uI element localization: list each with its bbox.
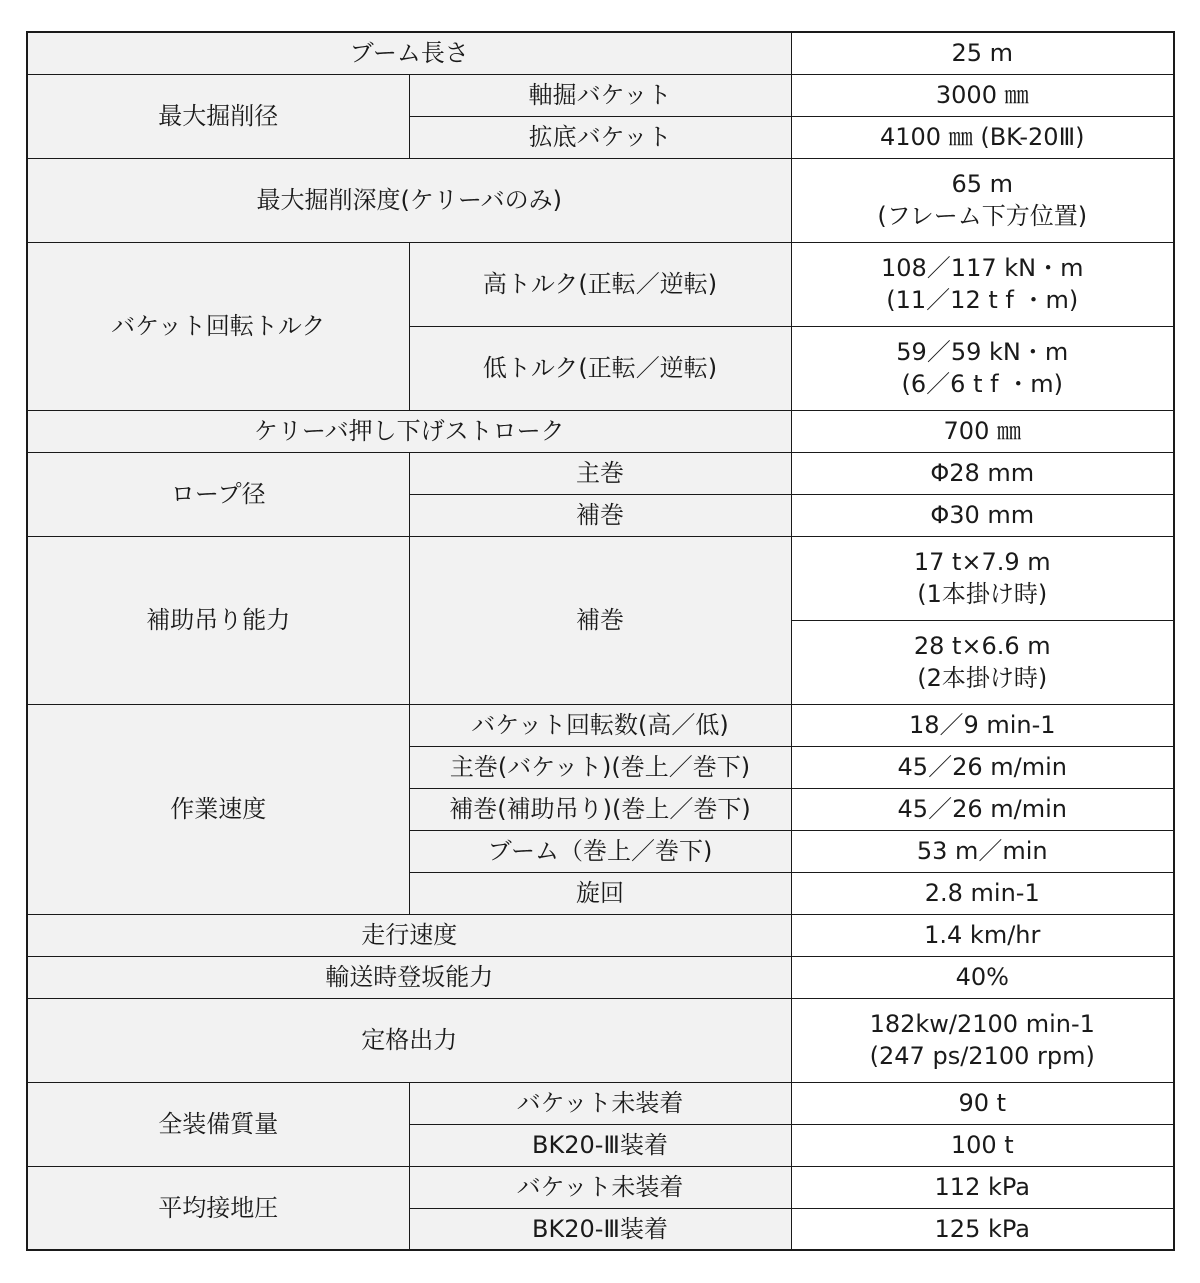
low-torque-value — [791, 326, 1174, 410]
bucket-rotation-torque-label: バケット回転トルク — [27, 242, 409, 410]
table-row — [27, 1166, 1174, 1208]
rope-main-value: Φ28 mm — [791, 452, 1174, 494]
value-line-1: 59／59 kN・m — [896, 338, 1069, 366]
table-row — [27, 998, 1174, 1082]
shaft-bucket-value: 3000 ㎜ — [791, 74, 1174, 116]
total-mass-with-bk20-label: BK20-Ⅲ装着 — [409, 1124, 791, 1166]
table-row — [27, 704, 1174, 746]
table-row — [27, 536, 1174, 620]
rope-aux-value: Φ30 mm — [791, 494, 1174, 536]
aux-lifting-double-value — [791, 620, 1174, 704]
table-row — [27, 410, 1174, 452]
table-row — [27, 242, 1174, 326]
working-speed-row-label: バケット回転数(高／低) — [409, 704, 791, 746]
working-speed-label: 作業速度 — [27, 704, 409, 914]
low-torque-label: 低トルク(正転／逆転) — [409, 326, 791, 410]
high-torque-value — [791, 242, 1174, 326]
boom-length-label: ブーム長さ — [27, 32, 791, 74]
max-excavation-depth-value — [791, 158, 1174, 242]
aux-lifting-sub-label: 補巻 — [409, 536, 791, 704]
working-speed-row-value: 2.8 min-1 — [791, 872, 1174, 914]
widening-bucket-label: 拡底バケット — [409, 116, 791, 158]
table-row — [27, 158, 1174, 242]
value-line-2: (11／12 t f ・m) — [886, 286, 1079, 314]
table-row — [27, 452, 1174, 494]
working-speed-row-label: 主巻(バケット)(巻上／巻下) — [409, 746, 791, 788]
rope-main-label: 主巻 — [409, 452, 791, 494]
rated-output-value — [791, 998, 1174, 1082]
value-line-1: 65 m — [951, 170, 1014, 198]
ground-pressure-with-bk20-label: BK20-Ⅲ装着 — [409, 1208, 791, 1250]
value-line-1: 28 t×6.6 m — [913, 632, 1051, 660]
rope-diameter-label: ロープ径 — [27, 452, 409, 536]
value-line-2: (フレーム下方位置) — [877, 202, 1088, 230]
value-line-1: 108／117 kN・m — [881, 254, 1084, 282]
working-speed-row-label: ブーム（巻上／巻下) — [409, 830, 791, 872]
shaft-bucket-label: 軸掘バケット — [409, 74, 791, 116]
working-speed-row-label: 補巻(補助吊り)(巻上／巻下) — [409, 788, 791, 830]
gradeability-label: 輸送時登坂能力 — [27, 956, 791, 998]
ground-pressure-with-bk20-value: 125 kPa — [791, 1208, 1174, 1250]
value-line-2: (1本掛け時) — [917, 580, 1048, 608]
boom-length-value: 25 m — [791, 32, 1174, 74]
value-line-2: (2本掛け時) — [917, 664, 1048, 692]
total-mass-without-bucket-label: バケット未装着 — [409, 1082, 791, 1124]
max-excavation-depth-label: 最大掘削深度(ケリーバのみ) — [27, 158, 791, 242]
aux-lifting-single-value — [791, 536, 1174, 620]
kelly-push-stroke-value: 700 ㎜ — [791, 410, 1174, 452]
gradeability-value: 40% — [791, 956, 1174, 998]
working-speed-row-value: 18／9 min-1 — [791, 704, 1174, 746]
value-line-1: 17 t×7.9 m — [913, 548, 1051, 576]
table-row — [27, 956, 1174, 998]
working-speed-row-label: 旋回 — [409, 872, 791, 914]
aux-lifting-capacity-label: 補助吊り能力 — [27, 536, 409, 704]
value-line-2: (247 ps/2100 rpm) — [869, 1042, 1095, 1070]
total-mass-label: 全装備質量 — [27, 1082, 409, 1166]
kelly-push-stroke-label: ケリーバ押し下げストローク — [27, 410, 791, 452]
rope-aux-label: 補巻 — [409, 494, 791, 536]
max-excavation-diameter-label: 最大掘削径 — [27, 74, 409, 158]
widening-bucket-value: 4100 ㎜ (BK-20Ⅲ) — [791, 116, 1174, 158]
high-torque-label: 高トルク(正転／逆転) — [409, 242, 791, 326]
total-mass-without-bucket-value: 90 t — [791, 1082, 1174, 1124]
table-row — [27, 1082, 1174, 1124]
rated-output-label: 定格出力 — [27, 998, 791, 1082]
travel-speed-value: 1.4 km/hr — [791, 914, 1174, 956]
total-mass-with-bk20-value: 100 t — [791, 1124, 1174, 1166]
working-speed-row-value: 45／26 m/min — [791, 788, 1174, 830]
ground-pressure-without-bucket-value: 112 kPa — [791, 1166, 1174, 1208]
ground-pressure-without-bucket-label: バケット未装着 — [409, 1166, 791, 1208]
table-row — [27, 32, 1174, 74]
working-speed-row-value: 53 m／min — [791, 830, 1174, 872]
value-line-1: 182kw/2100 min-1 — [869, 1010, 1095, 1038]
travel-speed-label: 走行速度 — [27, 914, 791, 956]
table-row — [27, 74, 1174, 116]
table-row — [27, 914, 1174, 956]
spec-table — [26, 31, 1175, 1251]
working-speed-row-value: 45／26 m/min — [791, 746, 1174, 788]
value-line-2: (6／6 t f ・m) — [901, 370, 1063, 398]
ground-pressure-label: 平均接地圧 — [27, 1166, 409, 1250]
